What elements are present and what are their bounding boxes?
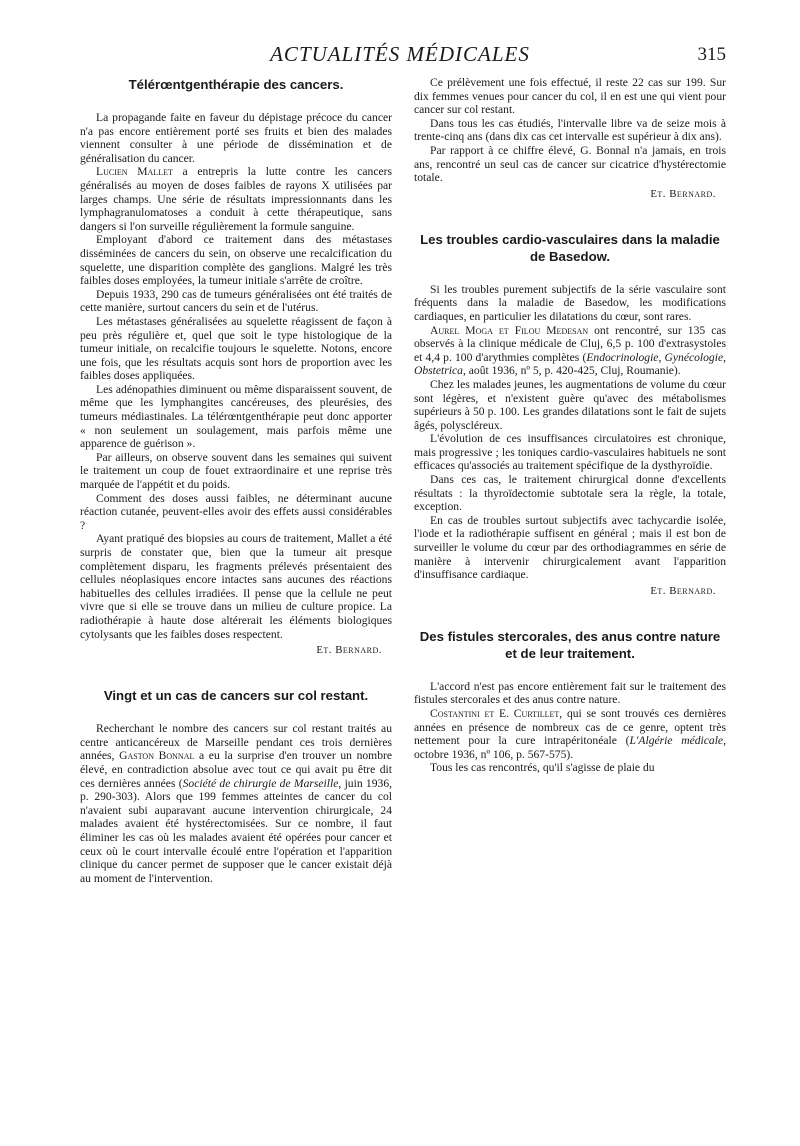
running-head: [0, 40, 800, 76]
signature: Et. Bernard.: [650, 584, 716, 597]
paragraph: Si les troubles purement subjectifs de la série vasculaire sont fréquents dans la maladie de Basedow, les modifications cardiaques, en particulier les dilatations du cœur, sont rares.: [414, 282, 726, 323]
paragraph: Costantini et E. Curtillet, qui se sont trouvés ces dernières années en présence de nombreux cas de ce genre, optent très nettement pour la cure intrapéritonéale (L'Algérie médicale, octobre 1936, nº 106, p. 567-575).: [414, 707, 726, 761]
paragraph: Aurel Moga et Filou Medesan ont rencontré, sur 135 cas observés à la clinique médicale de Cluj, 6,5 p. 100 d'extrasystoles et 4,4 p. 100 d'arythmies complètes (Endocrinologie, Gynécologie, Obstetrica, août 1936, nº 5, p. 420-425, Cluj, Roumanie).: [414, 323, 727, 378]
running-title: ACTUALITÉS MÉDICALES: [270, 42, 530, 66]
paragraph: Les métastases généralisées au squelette réagissent de façon à peu près régulière et, quel que soit le type histologique de la tumeur initiale, on recalcifie toujours le squelette. Notons, encore une fois, que les résultats acquis sont hors de proportion avec les faibles doses appliquées.: [80, 314, 392, 383]
article-title: Les troubles cardio-vasculaires dans la maladie de Basedow.: [420, 231, 720, 264]
article-fistules: [414, 628, 726, 775]
paragraph: Par ailleurs, on observe souvent dans les semaines qui suivent le traitement un coup de fouet extraordinaire et une reprise très marquée de l'appétit et du poids.: [80, 450, 392, 492]
author-name: Lucien Mallet: [96, 165, 173, 179]
paragraph: Par rapport à ce chiffre élevé, G. Bonnal n'a jamais, en trois ans, rencontré un seul cas de cancer sur cicatrice d'hystérectomie totale.: [414, 143, 726, 185]
right-column: [414, 76, 726, 775]
paragraph: Tous les cas rencontrés, qu'il s'agisse de plaie du: [430, 761, 655, 775]
paragraph: Chez les malades jeunes, les augmentations de volume du cœur sont légères, et n'existent guère qu'avec des métabolismes supérieurs à 50 p. 100. Les grandes dilatations sont le fait de sujets âgés, polyscléreux.: [414, 377, 726, 432]
article-col-restant-continued: [414, 76, 726, 201]
paragraph: Employant d'abord ce traitement dans des métastases disséminées de cancers du sein, on observe une recalcification du squelette, une disparition complète des ganglions. Malgré les très faibles doses employées, la tumeur initiale s'arrête de croître.: [80, 233, 392, 288]
paragraph: Lucien Mallet a entrepris la lutte contre les cancers généralisés au moyen de doses faibles de rayons X utilisées par larges champs. Une série de résultats impressionnants dans les lymphagranulomatoses a conduit à cette thérapeutique, sans dangers si l'on surveille régulièrement la formule sanguine.: [80, 165, 392, 233]
paragraph: Dans ces cas, le traitement chirurgical donne d'excellents résultats : la thyroïdectomie subtotale sera la règle, la totale, exception.: [414, 473, 726, 514]
paragraph: Comment des doses aussi faibles, ne déterminant aucune réaction cutanée, peuvent-elles avoir des effets aussi considérables ?: [80, 491, 392, 532]
paragraph: Les adénopathies diminuent ou même disparaissent souvent, de même que les lymphangites cancéreuses, des pleurésies, des tumeurs médiastinales. La télérœntgenthérapie peut donc apporter « non seulement un soulagement, mais parfois même une apparence de guérison ».: [80, 382, 392, 451]
article-title: Des fistules stercorales, des anus contre nature et de leur traitement.: [419, 628, 721, 661]
author-name: Gaston Bonnal: [119, 749, 195, 763]
source-citation: L'Algérie médicale: [629, 734, 724, 748]
paragraph: En cas de troubles surtout subjectifs avec tachycardie isolée, l'iode et la radiothérapie suffisent en général ; mais il est bon de surveiller le volume du cœur par des orthodiagrammes en série de manière à intervenir chirurgicalement avant l'apparition d'insuffisance cardiaque.: [414, 513, 726, 582]
article-teleroentgen: [80, 76, 392, 657]
signature: Et. Bernard.: [650, 187, 716, 200]
article-col-restant: [80, 687, 392, 885]
paragraph: L'évolution de ces insuffisances circulatoires est chronique, mais progressive ; les toniques cardio-vasculaires habituels ne sont efficaces qu'associés au traitement spécifique de la dysthyroïdie.: [414, 432, 726, 473]
paragraph: Dans tous les cas étudiés, l'intervalle libre va de seize mois à trente-cinq ans (dans dix cas cet intervalle est supérieur à dix ans).: [414, 116, 726, 144]
source-citation: Société de chirurgie de Marseille: [182, 776, 339, 790]
paragraph: Depuis 1933, 290 cas de tumeurs généralisées ont été traités de cette manière, surtout cancers du sein et de l'utérus.: [80, 287, 392, 315]
page-number: 315: [697, 44, 726, 65]
paragraph: Ayant pratiqué des biopsies au cours de traitement, Mallet a été surpris de constater que, bien que la tumeur ait presque complètement disparu, les fragments prélevés présentaient des cellules néoplasiques encore intactes sans aucunes des réactions habituelles des cellules irradiées. Il pense que la cellule ne peut vivre que si elle se trouve dans un milieu de culture propice. La radiothérapie à haute dose altérerait les éléments biologiques cytolysants que les faibles doses respectent.: [80, 532, 392, 641]
article-title: Télérœntgenthérapie des cancers.: [128, 77, 344, 92]
signature: Et. Bernard.: [316, 644, 382, 657]
paragraph: La propagande faite en faveur du dépistage précoce du cancer n'a pas encore entièrement porté ses fruits et bien des malades viennent consulter à une période de dissémination et de généralisation du cancer.: [80, 111, 392, 165]
source-citation: Endocrinologie, Gynécologie, Obstetrica: [414, 350, 726, 378]
left-column: [80, 76, 392, 885]
author-name: Costantini et E. Curtillet: [430, 707, 560, 720]
article-title: Vingt et un cas de cancers sur col restant.: [103, 688, 369, 704]
article-basedow: [414, 231, 726, 598]
paragraph: L'accord n'est pas encore entièrement fait sur le traitement des fistules stercorales et des anus contre nature.: [414, 679, 726, 707]
author-name: Aurel Moga et Filou Medesan: [430, 323, 589, 337]
paragraph: Ce prélèvement une fois effectué, il reste 22 cas sur 199. Sur dix femmes venues pour cancer du col, il en est une qui vient pour cancer sur col restant.: [414, 76, 726, 117]
paragraph: Recherchant le nombre des cancers sur col restant traités au centre anticancéreux de Marseille pendant ces trois dernières années, Gaston Bonnal a eu la surprise d'en trouver un nombre élevé, en contradiction absolue avec tout ce qui avait pu être dit ces dernières années (Société de chirurgie de Marseille, juin 1936, p. 290-303). Alors que 199 femmes atteintes de cancer du col n'avaient subi auparavant aucune intervention chirurgicale, 24 malades avaient été hystérectomisées. Sur ce nombre, il faut éliminer les cas où les malades avaient été opérées pour cancer et ceux où le court intervalle écoulé entre l'opération et l'apparition clinique du cancer permet de supposer que le cancer existait déjà au moment de l'intervention.: [80, 722, 393, 885]
